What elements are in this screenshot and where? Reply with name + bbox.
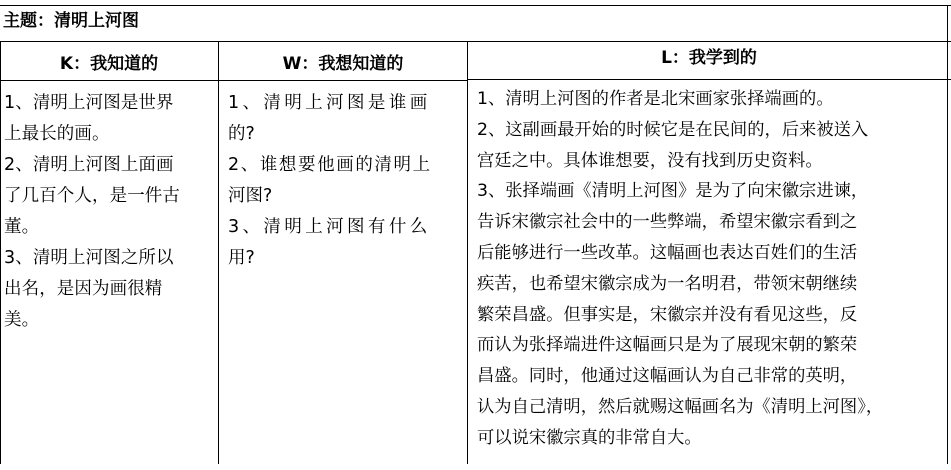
cell-line: 2、这副画最开始的时候它是在民间的，后来被送入 <box>477 119 869 140</box>
cell-line: 出名，是因为画很精 <box>4 279 163 299</box>
cell-know <box>4 88 216 336</box>
table-rule-right <box>947 5 948 464</box>
table-rule-header-bottom-l <box>468 79 951 80</box>
cell-learned <box>477 84 947 454</box>
page-title: 主题：清明上河图 <box>3 11 139 31</box>
cell-line: 河图? <box>228 186 273 206</box>
cell-line: 繁荣昌盛。但事实是，宋徽宗并没有看见这些，反 <box>477 304 858 325</box>
cell-line: 1、清明上河图是谁画 <box>228 93 431 113</box>
cell-line: 告诉宋徽宗社会中的一些弊端，希望宋徽宗看到之 <box>477 212 858 233</box>
cell-line: 美。 <box>4 310 40 330</box>
header-learned: L：我学到的 <box>661 48 757 68</box>
cell-line: 的? <box>228 124 255 144</box>
cell-line: 用? <box>228 248 255 268</box>
cell-line: 昌盛。同时，他通过这幅画认为自己非常的英明， <box>477 366 858 387</box>
cell-line: 后能够进行一些改革。这幅画也表达百姓们的生活 <box>477 242 858 263</box>
table-rule-topic-bottom <box>0 41 951 42</box>
cell-line: 而认为张择端进件这幅画只是为了展现宋朝的繁荣 <box>477 335 858 356</box>
table-rule-w-l <box>467 41 468 464</box>
cell-line: 3、清明上河图之所以 <box>4 248 174 268</box>
cell-line: 了几百个人，是一件古 <box>4 186 180 206</box>
cell-line: 上最长的画。 <box>4 124 110 144</box>
cell-line: 认为自己清明，然后就赐这幅画名为《清明上河图》， <box>477 396 884 417</box>
cell-line: 董。 <box>4 217 40 237</box>
cell-line: 3、张择端画《清明上河图》是为了向宋徽宗进谏， <box>477 181 869 202</box>
header-know: K：我知道的 <box>59 54 159 74</box>
table-rule-top <box>0 5 951 6</box>
table-rule-k-w <box>218 41 219 464</box>
cell-line: 宫廷之中。具体谁想要，没有找到历史资料。 <box>477 150 823 171</box>
cell-line: 1、清明上河图的作者是北宋画家张择端画的。 <box>477 89 834 109</box>
table-rule-header-bottom-kw <box>0 80 468 81</box>
cell-line: 2、清明上河图上面画 <box>4 155 174 175</box>
cell-line: 1、清明上河图是世界 <box>4 93 174 113</box>
cell-line: 可以说宋徽宗真的非常自大。 <box>477 427 702 448</box>
cell-line: 3、清明上河图有什么 <box>228 217 431 237</box>
cell-line: 2、谁想要他画的清明上 <box>228 155 432 175</box>
cell-want-to-know <box>228 88 460 274</box>
header-want-to-know: W：我想知道的 <box>282 54 404 74</box>
cell-line: 疾苦，也希望宋徽宗成为一名明君，带领宋朝继续 <box>477 273 858 294</box>
table-rule-left <box>0 41 1 464</box>
